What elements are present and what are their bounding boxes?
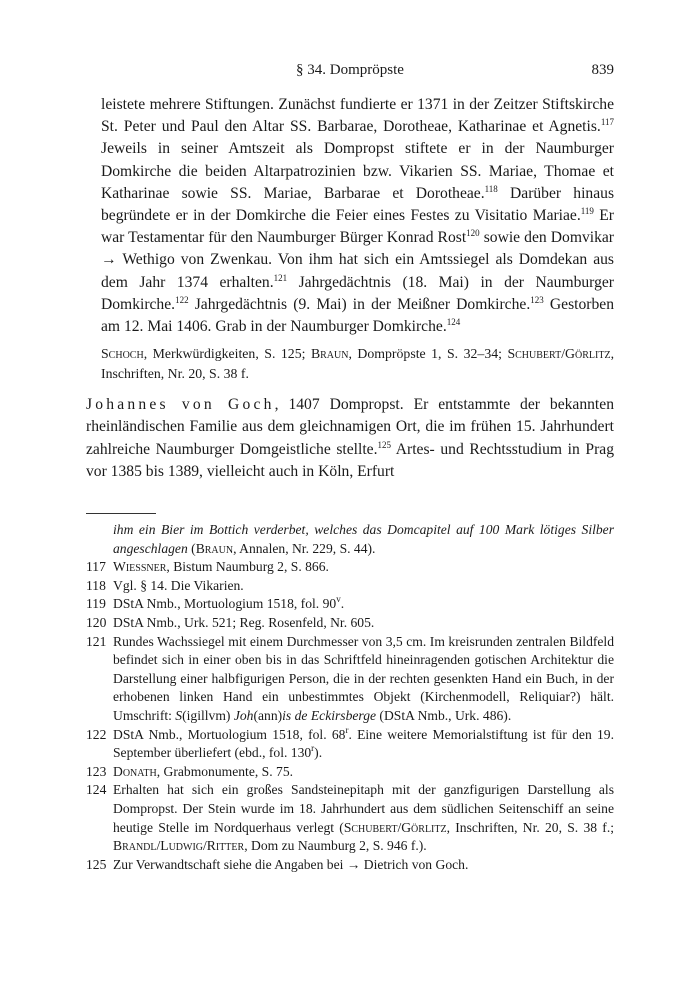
running-title: § 34. Dompröpste <box>296 62 404 78</box>
folio-side: r <box>345 724 349 735</box>
text-run: , Grabmonumente, S. 75. <box>156 763 294 779</box>
author-name: Braun <box>195 540 234 556</box>
text-run: , 1407 Dompropst. Er entstammte der bekannten rheinländischen Familie aus dem gleichnamigen Ort, die im frühen 15. Jahrhundert zahlreiche Naumburger Domgeistliche stellte. <box>86 396 614 458</box>
footnote <box>86 614 614 633</box>
text-run: DStA Nmb., Mortuologium 1518, fol. 68 <box>113 726 346 742</box>
footnote-ref: 117 <box>600 117 614 128</box>
author-name: Schubert/Görlitz <box>343 819 447 835</box>
footnote-number: 124 <box>86 782 107 798</box>
text-run: (DStA Nmb., Urk. 486). <box>376 707 512 723</box>
text-run: Artes- und Rechtsstudium in Prag vor 1385 bis 1389, vielleicht auch in Köln, Erfurt <box>86 440 614 480</box>
text-run: Jahrgedächtnis (9. Mai) in der Meißner Domkirche. <box>188 295 531 313</box>
main-text <box>86 94 614 483</box>
text-run: Darüber hinaus begründete er in der Domkirche die Feier eines Festes zu Visitatio Mariae. <box>101 184 615 225</box>
footnote-number: 119 <box>86 596 106 612</box>
body-paragraph <box>86 94 614 338</box>
author-name: Brandl/Ludwig/Ritter <box>113 838 245 854</box>
italic-text: is de Eckirsberge <box>282 707 377 723</box>
footnotes <box>86 521 614 874</box>
text-run: leistete mehrere Stiftungen. Zunächst fundierte er 1371 in der Zeitzer Stiftskirche St. Peter und Paul den Altar SS. Barbarae, Dorotheae, Katharinae et Agnetis. <box>101 96 614 136</box>
footnote-number: 121 <box>86 633 107 649</box>
text-run: , Dom zu Naumburg 2, S. 946 f.). <box>244 838 427 854</box>
text-run: . Eine weitere Memorialstiftung ist für den 19. September überliefert (ebd., fol. 130 <box>113 726 614 761</box>
text-run: sowie den Domvikar → Wethigo von Zwenkau. Von ihm hat sich ein Amtssiegel als Domdekan aus dem Jahr 1374 erhalten. <box>101 229 614 291</box>
footnote-ref: 120 <box>466 228 480 239</box>
entry-name: Johannes von Goch <box>86 396 275 414</box>
footnote <box>86 856 614 875</box>
folio-side: v <box>336 594 341 605</box>
text-run: (igillvm) <box>182 707 234 723</box>
folio-side: r <box>311 743 315 754</box>
footnote <box>86 558 614 577</box>
footnote <box>86 595 614 614</box>
text-run: ( <box>187 540 196 556</box>
footnote-ref: 121 <box>273 272 288 283</box>
text-run: , Bistum Naumburg 2, S. 866. <box>166 559 329 575</box>
text-run: , Inschriften, Nr. 20, S. 38 f.; <box>446 819 614 835</box>
footnote-ref: 119 <box>580 206 594 217</box>
footnote-number: 125 <box>86 856 107 872</box>
footnote <box>86 633 614 726</box>
author-name: Wiessner <box>113 559 167 575</box>
footnote-number: 120 <box>86 614 107 630</box>
footnote-number: 123 <box>86 763 107 779</box>
text-run: Rundes Wachssiegel mit einem Durchmesser von 3,5 cm. Im kreisrunden zentralen Bildfeld befindet sich in einer oben bis in das Schriftfeld hineinragenden gotischen Architektur die Darstellung einer halbfigurigen Person, die in der rechten gesenkten Hand ein Buch, in der erhobenen linken Hand ein unbestimmtes Objekt (Kirchenmodell, Reliquiar?) hält. Umschrift: <box>113 633 614 723</box>
page-number: 839 <box>591 62 614 78</box>
entry-paragraph <box>86 394 614 483</box>
italic-text: Joh <box>233 707 254 723</box>
author-name: Schubert/Görlitz <box>507 346 611 362</box>
footnote-ref: 125 <box>377 439 392 450</box>
text-run: , Dompröpste 1, S. 32–34; <box>348 346 508 362</box>
text-run: DStA Nmb., Mortuologium 1518, fol. 90 <box>113 596 337 612</box>
text-run: Jahrgedächtnis (18. Mai) in der Naumburger Domkirche. <box>101 273 614 313</box>
italic-quote: ihm ein Bier im Bottich verderbet, welches das Domcapitel auf 100 Mark lötiges Silber angeschlagen <box>113 522 614 556</box>
text-run: , Annalen, Nr. 229, S. 44). <box>233 540 376 556</box>
running-header <box>86 62 614 82</box>
footnote <box>86 781 614 855</box>
footnote-continued <box>86 521 614 558</box>
author-name: Schoch <box>101 346 144 362</box>
text-run: , Merkwürdigkeiten, S. 125; <box>143 346 311 362</box>
footnote <box>86 763 614 782</box>
italic-text: S <box>175 707 183 723</box>
text-run: (ann) <box>253 707 283 723</box>
footnote-ref: 118 <box>484 183 498 194</box>
text-run: Zur Verwandtschaft siehe die Angaben bei → Dietrich von Goch. <box>113 856 469 872</box>
text-run: DStA Nmb., Urk. 521; Reg. Rosenfeld, Nr. 605. <box>113 614 375 630</box>
footnote-number: 122 <box>86 726 107 742</box>
footnote-separator <box>86 513 156 514</box>
text-run: Gestorben am 12. Mai 1406. Grab in der Naumburger Domkirche. <box>101 295 614 336</box>
text-run: , Inschriften, Nr. 20, S. 38 f. <box>101 346 615 382</box>
footnote-number: 117 <box>86 559 106 575</box>
footnote-ref: 124 <box>446 317 461 328</box>
footnote <box>86 577 614 596</box>
author-name: Braun <box>310 346 349 362</box>
text-run: Erhalten hat sich ein großes Sandsteinepitaph mit der ganzfigurigen Darstellung als Dompropst. Der Stein wurde im 18. Jahrhundert aus dem südlichen Seitenschiff an seine heutige Stelle im Nordquerhaus verlegt ( <box>113 782 614 835</box>
footnote <box>86 726 614 763</box>
text-run: Vgl. § 14. Die Vikarien. <box>113 577 244 593</box>
text-run: Jeweils in seiner Amtszeit als Dompropst stiftete er in der Naumburger Domkirche die beiden Altarpatrozinien bzw. Vikarien SS. Mariae, Thomae et Katharinae sowie SS. Mariae, Barbarae et Dorotheae. <box>101 140 614 202</box>
footnote-number: 118 <box>86 577 106 593</box>
text-run: ). <box>314 745 323 761</box>
author-name: Donath <box>113 763 157 779</box>
text-run: Er war Testamentar für den Naumburger Bürger Konrad Rost <box>101 207 615 247</box>
footnote-ref: 122 <box>175 294 189 305</box>
text-run: . <box>340 596 345 612</box>
literature-line <box>86 344 614 384</box>
footnote-ref: 123 <box>530 294 544 305</box>
